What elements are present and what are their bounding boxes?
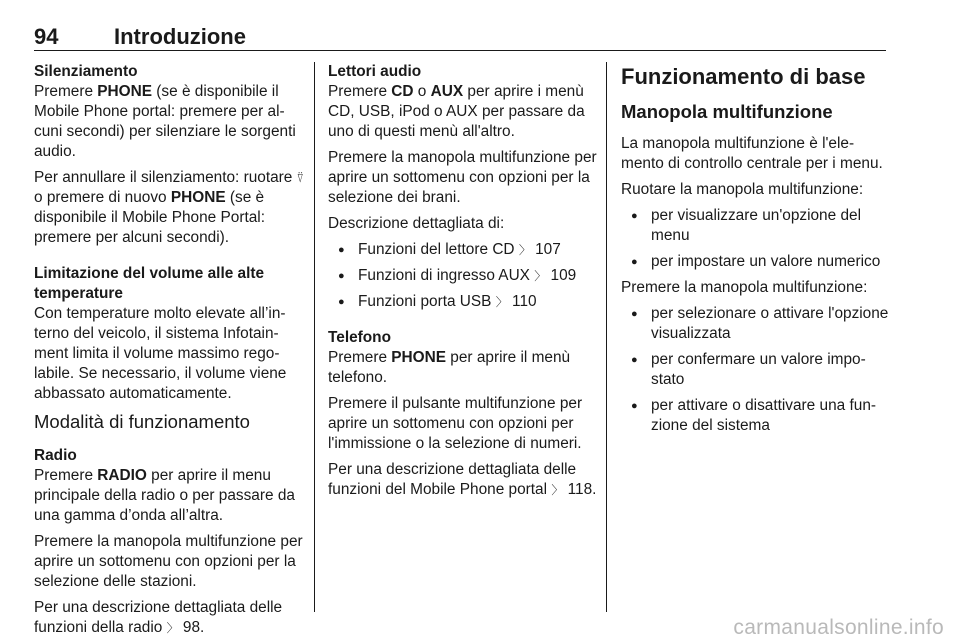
header-rule: [34, 50, 886, 51]
column-middle: [328, 62, 600, 506]
paragraph: Descrizione dettagliata di:: [328, 215, 505, 232]
page-reference: 110: [507, 293, 537, 310]
section-title-silenziamento: Silenziamento: [34, 63, 138, 80]
column-right: [621, 62, 889, 442]
page-reference-icon: 〉: [534, 269, 547, 283]
text: Per una descrizione dettagliata delle funzioni del Mobile Phone portal: [328, 461, 577, 498]
subsection-heading-manopola: Manopola multifunzione: [621, 101, 833, 122]
key-label-phone: PHONE: [97, 83, 153, 100]
text: Premere: [34, 83, 98, 100]
column-divider: [606, 62, 607, 612]
paragraph: Premere la manopola multifunzione per aprire un sottomenu con opzioni per la selezione dei brani.: [328, 149, 597, 206]
paragraph: La manopola multifunzione è l'elemento di controllo centrale per i menu.: [621, 135, 883, 172]
text: per aprire i menù CD, USB, iPod o AUX per passare da uno di questi menù all'altro.: [328, 83, 585, 140]
text: Funzioni di ingresso AUX: [358, 267, 535, 284]
text: o premere di nuovo: [34, 189, 171, 206]
power-knob-icon: ⍢: [296, 171, 304, 185]
text: (se è disponibile il Mobile Phone Portal: premere per alcuni secondi).: [34, 189, 265, 246]
paragraph: [34, 598, 306, 638]
list-item: ● per confermare un valore impostato: [621, 350, 889, 390]
list-item: ● per selezionare o attivare l'opzione visualizzata: [621, 304, 889, 344]
paragraph: [34, 466, 306, 526]
page-number: 94: [34, 24, 59, 49]
page-reference: 98.: [178, 619, 205, 636]
column-divider: [314, 62, 315, 612]
text: o: [413, 83, 431, 100]
paragraph: [328, 82, 600, 142]
page-reference: 109: [546, 267, 577, 284]
page-reference-icon: 〉: [495, 295, 508, 309]
key-label-aux: AUX: [430, 83, 464, 100]
text: Per una descrizione dettagliata delle funzioni della radio: [34, 599, 283, 636]
paragraph: Premere la manopola multifunzione:: [621, 279, 868, 296]
section-heading-modalita: Modalità di funzionamento: [34, 411, 250, 432]
watermark: carmanualsonline.info: [733, 616, 944, 639]
text: Premere: [328, 349, 392, 366]
section-title-limitazione: Limitazione del volume alle alte temperature: [34, 265, 265, 302]
text: Per annullare il silenziamento: ruotare: [34, 169, 297, 186]
section-title-telefono: Telefono: [328, 329, 391, 346]
paragraph: [328, 348, 600, 388]
paragraph: [34, 168, 306, 248]
paragraph: [328, 460, 600, 500]
text: Funzioni del lettore CD: [358, 241, 519, 258]
page-header: [34, 24, 886, 50]
text: per aprire il menu principale della radio o per passare da una gamma d’onda all’altra.: [34, 467, 295, 524]
list-item: ● per impostare un valore numerico: [621, 252, 889, 272]
text: (se è disponibile il Mobile Phone portal: premere per alcuni secondi) per silenziare le sorgenti audio.: [34, 83, 296, 160]
text: Funzioni porta USB: [358, 293, 496, 310]
text: Premere: [328, 83, 392, 100]
press-list: [621, 304, 889, 436]
section-title-lettori: Lettori audio: [328, 63, 422, 80]
list-item: ● per visualizzare un'opzione del menu: [621, 206, 889, 246]
rotate-list: [621, 206, 889, 272]
paragraph: Ruotare la manopola multifunzione:: [621, 181, 864, 198]
key-label-radio: RADIO: [97, 467, 147, 484]
key-label-cd: CD: [391, 83, 414, 100]
key-label-phone: PHONE: [391, 349, 447, 366]
page-reference-icon: 〉: [166, 621, 179, 635]
list-item: ● per attivare o disattivare una funzione del sistema: [621, 396, 889, 436]
text: per aprire il menù telefono.: [328, 349, 571, 386]
paragraph: [34, 82, 306, 162]
section-title-radio: Radio: [34, 447, 77, 464]
paragraph: Premere la manopola multifunzione per aprire un sottomenu con opzioni per la selezione delle stazioni.: [34, 533, 303, 590]
key-label-phone: PHONE: [170, 189, 226, 206]
page-reference: 107: [530, 241, 561, 258]
list-item: [328, 240, 600, 260]
text: Premere: [34, 467, 98, 484]
section-heading-funzionamento: Funzionamento di base: [621, 64, 866, 89]
paragraph: Premere il pulsante multifunzione per aprire un sottomenu con opzioni per l'immissione o la selezione di numeri.: [328, 395, 583, 452]
column-left: [34, 62, 306, 644]
page-reference-icon: 〉: [551, 483, 564, 497]
page-reference-icon: 〉: [518, 243, 531, 257]
list-item: [328, 266, 600, 286]
paragraph: Con temperature molto elevate all’interno del veicolo, il sistema Infotainment limita il volume massimo regolabile. Se necessario, il volume viene abbassato automaticamente.: [34, 305, 287, 402]
reference-list: [328, 240, 600, 312]
list-item: [328, 292, 600, 312]
page-reference: 118.: [563, 481, 597, 498]
page-title: Introduzione: [114, 24, 246, 49]
